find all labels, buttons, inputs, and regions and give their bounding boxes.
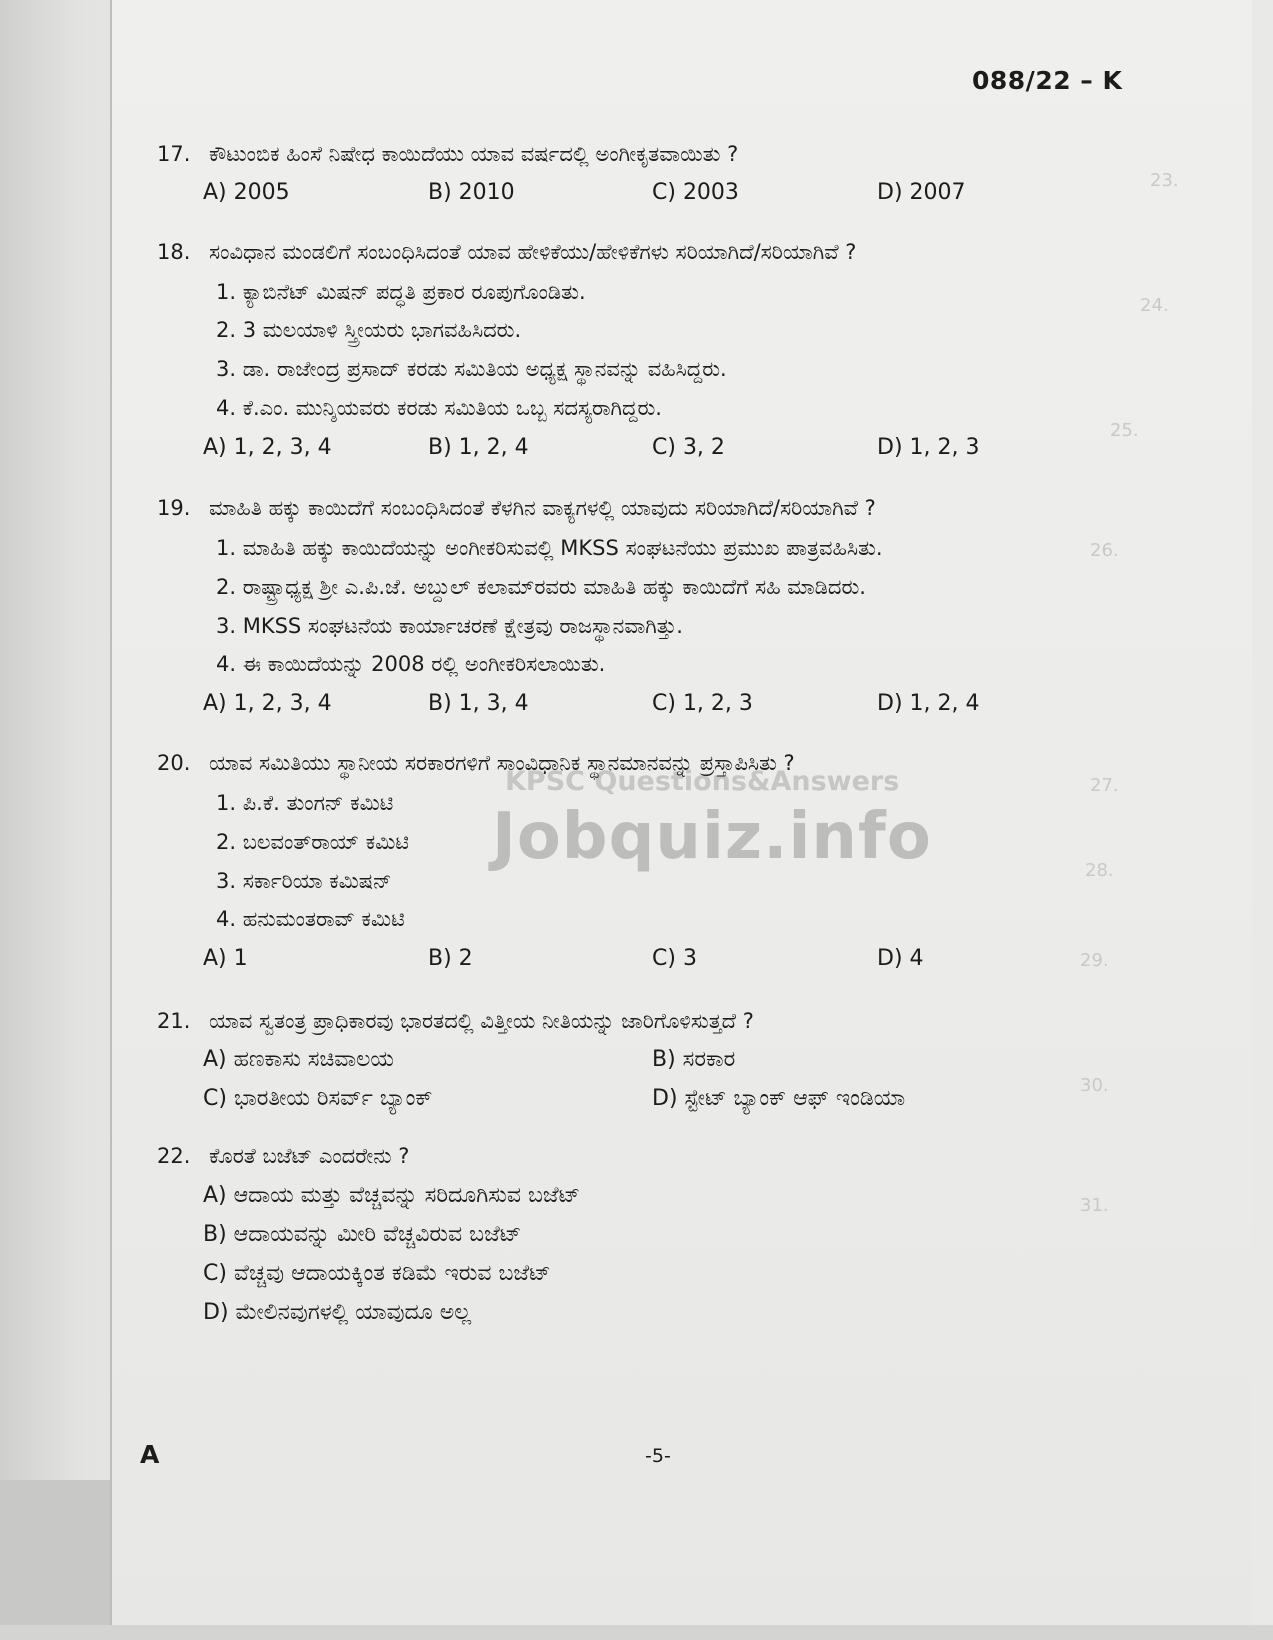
option-b: B) ಆದಾಯವನ್ನು ಮೀರಿ ವೆಚ್ಚವಿರುವ ಬಜೆಟ್ [203, 1222, 522, 1247]
question-text: ಕೌಟುಂಬಿಕ ಹಿಂಸೆ ನಿಷೇಧ ಕಾಯಿದೆಯು ಯಾವ ವರ್ಷದಲ್ಲಿ ಅಂಗೀಕೃತವಾಯಿತು ? [209, 142, 739, 166]
bleed-through-mark: 27. [1090, 775, 1119, 796]
page-number: -5- [645, 1445, 671, 1467]
option-d: D) 1, 2, 3 [877, 435, 980, 460]
statement-4: 4. ಹನುಮಂತರಾವ್ ಕಮಿಟಿ [216, 907, 405, 931]
option-a: A) ಆದಾಯ ಮತ್ತು ವೆಚ್ಚವನ್ನು ಸರಿದೂಗಿಸುವ ಬಜೆಟ್ [203, 1183, 581, 1208]
option-c: C) 1, 2, 3 [652, 691, 753, 716]
question-text: ಸಂವಿಧಾನ ಮಂಡಲಿಗೆ ಸಂಬಂಧಿಸಿದಂತೆ ಯಾವ ಹೇಳಿಕೆಯು/ಹೇಳಿಕೆಗಳು ಸರಿಯಾಗಿದೆ/ಸರಿಯಾಗಿವೆ ? [209, 240, 857, 264]
option-b: B) 2010 [428, 180, 515, 205]
bleed-through-mark: 25. [1110, 420, 1139, 441]
page-corner-shadow [0, 1480, 128, 1640]
bleed-through-mark: 24. [1140, 295, 1169, 316]
option-a: A) 1, 2, 3, 4 [203, 435, 332, 460]
option-d: D) 4 [877, 946, 924, 971]
option-b: B) 1, 3, 4 [428, 691, 529, 716]
option-a: A) 1, 2, 3, 4 [203, 691, 332, 716]
option-c: C) ಭಾರತೀಯ ರಿಸರ್ವ್ ಬ್ಯಾಂಕ್ [203, 1086, 433, 1111]
bleed-through-mark: 26. [1090, 540, 1119, 561]
bleed-through-mark: 29. [1080, 950, 1109, 971]
question-number: 20. [157, 751, 191, 775]
statement-1: 1. ಕ್ಯಾಬಿನೆಟ್ ಮಿಷನ್ ಪದ್ಧತಿ ಪ್ರಕಾರ ರೂಪುಗೊಂಡಿತು. [216, 280, 586, 304]
statement-2: 2. ರಾಷ್ಟ್ರಾಧ್ಯಕ್ಷ ಶ್ರೀ ಎ.ಪಿ.ಜೆ. ಅಬ್ದುಲ್ ಕಲಾಮ್‌ರವರು ಮಾಹಿತಿ ಹಕ್ಕು ಕಾಯಿದೆಗೆ ಸಹಿ ಮಾಡಿದರು. [216, 575, 866, 599]
option-c: C) 2003 [652, 180, 739, 205]
option-c: C) 3 [652, 946, 697, 971]
bleed-through-mark: 30. [1080, 1075, 1109, 1096]
option-a: A) 1 [203, 946, 248, 971]
page-binding-shadow [0, 0, 128, 1640]
option-b: B) ಸರಕಾರ [652, 1047, 736, 1072]
statement-3: 3. MKSS ಸಂಘಟನೆಯ ಕಾರ್ಯಾಚರಣೆ ಕ್ಷೇತ್ರವು ರಾಜಸ್ಥಾನವಾಗಿತ್ತು. [216, 614, 683, 638]
question-number: 21. [157, 1009, 191, 1033]
watermark-caption: KPSC Questions&Answers [505, 766, 900, 797]
option-d: D) ಮೇಲಿನವುಗಳಲ್ಲಿ ಯಾವುದೂ ಅಲ್ಲ [203, 1300, 472, 1325]
bleed-through-mark: 28. [1085, 860, 1114, 881]
option-a: A) 2005 [203, 180, 290, 205]
statement-4: 4. ಕೆ.ಎಂ. ಮುನ್ಶಿಯವರು ಕರಡು ಸಮಿತಿಯ ಒಬ್ಬ ಸದಸ್ಯರಾಗಿದ್ದರು. [216, 396, 662, 420]
option-d: D) ಸ್ಟೇಟ್ ಬ್ಯಾಂಕ್ ಆಫ್ ಇಂಡಿಯಾ [652, 1086, 906, 1111]
question-17 [157, 142, 738, 167]
statement-2: 2. ಬಲವಂತ್‌ರಾಯ್ ಕಮಿಟಿ [216, 830, 409, 854]
question-20 [157, 751, 795, 776]
option-b: B) 1, 2, 4 [428, 435, 529, 460]
bleed-through-mark: 23. [1150, 170, 1179, 191]
bleed-through-mark: 31. [1080, 1195, 1109, 1216]
statement-3: 3. ಡಾ. ರಾಜೇಂದ್ರ ಪ್ರಸಾದ್ ಕರಡು ಸಮಿತಿಯ ಅಧ್ಯಕ್ಷ ಸ್ಥಾನವನ್ನು ವಹಿಸಿದ್ದರು. [216, 357, 727, 381]
option-b: B) 2 [428, 946, 473, 971]
question-text: ಕೊರತೆ ಬಜೆಟ್ ಎಂದರೇನು ? [209, 1144, 410, 1168]
option-c: C) ವೆಚ್ಚವು ಆದಾಯಕ್ಕಿಂತ ಕಡಿಮೆ ಇರುವ ಬಜೆಟ್ [203, 1261, 551, 1286]
question-22 [157, 1144, 409, 1169]
statement-2: 2. 3 ಮಲಯಾಳಿ ಸ್ತ್ರೀಯರು ಭಾಗವಹಿಸಿದರು. [216, 318, 522, 342]
question-21 [157, 1009, 754, 1034]
statement-3: 3. ಸರ್ಕಾರಿಯಾ ಕಮಿಷನ್ [216, 869, 392, 893]
question-text: ಯಾವ ಸಮಿತಿಯು ಸ್ಥಾನೀಯ ಸರಕಾರಗಳಿಗೆ ಸಾಂವಿಧಾನಿಕ ಸ್ಥಾನಮಾನವನ್ನು ಪ್ರಸ್ತಾಪಿಸಿತು ? [209, 751, 795, 775]
option-d: D) 1, 2, 4 [877, 691, 980, 716]
question-number: 22. [157, 1144, 191, 1168]
statement-1: 1. ಪಿ.ಕೆ. ತುಂಗನ್ ಕಮಿಟಿ [216, 791, 394, 815]
question-number: 18. [157, 240, 191, 264]
question-number: 17. [157, 142, 191, 166]
option-a: A) ಹಣಕಾಸು ಸಚಿವಾಲಯ [203, 1047, 394, 1072]
statement-4: 4. ಈ ಕಾಯಿದೆಯನ್ನು 2008 ರಲ್ಲಿ ಅಂಗೀಕರಿಸಲಾಯಿತು. [216, 652, 606, 676]
question-number: 19. [157, 496, 191, 520]
bottom-edge [0, 1625, 1273, 1640]
question-19 [157, 496, 876, 521]
statement-1: 1. ಮಾಹಿತಿ ಹಕ್ಕು ಕಾಯಿದೆಯನ್ನು ಅಂಗೀಕರಿಸುವಲ್ಲಿ MKSS ಸಂಘಟನೆಯು ಪ್ರಮುಖ ಪಾತ್ರವಹಿಸಿತು. [216, 536, 883, 560]
option-c: C) 3, 2 [652, 435, 725, 460]
booklet-series-letter: A [140, 1440, 160, 1469]
option-d: D) 2007 [877, 180, 966, 205]
question-text: ಯಾವ ಸ್ವತಂತ್ರ ಪ್ರಾಧಿಕಾರವು ಭಾರತದಲ್ಲಿ ವಿತ್ತೀಯ ನೀತಿಯನ್ನು ಜಾರಿಗೊಳಿಸುತ್ತದೆ ? [209, 1009, 754, 1033]
question-text: ಮಾಹಿತಿ ಹಕ್ಕು ಕಾಯಿದೆಗೆ ಸಂಬಂಧಿಸಿದಂತೆ ಕೆಳಗಿನ ವಾಕ್ಯಗಳಲ್ಲಿ ಯಾವುದು ಸರಿಯಾಗಿದೆ/ಸರಿಯಾಗಿವೆ ? [209, 496, 876, 520]
question-18 [157, 240, 856, 265]
paper-code: 088/22 – K [972, 66, 1123, 95]
watermark: Jobquiz.info [492, 800, 932, 874]
